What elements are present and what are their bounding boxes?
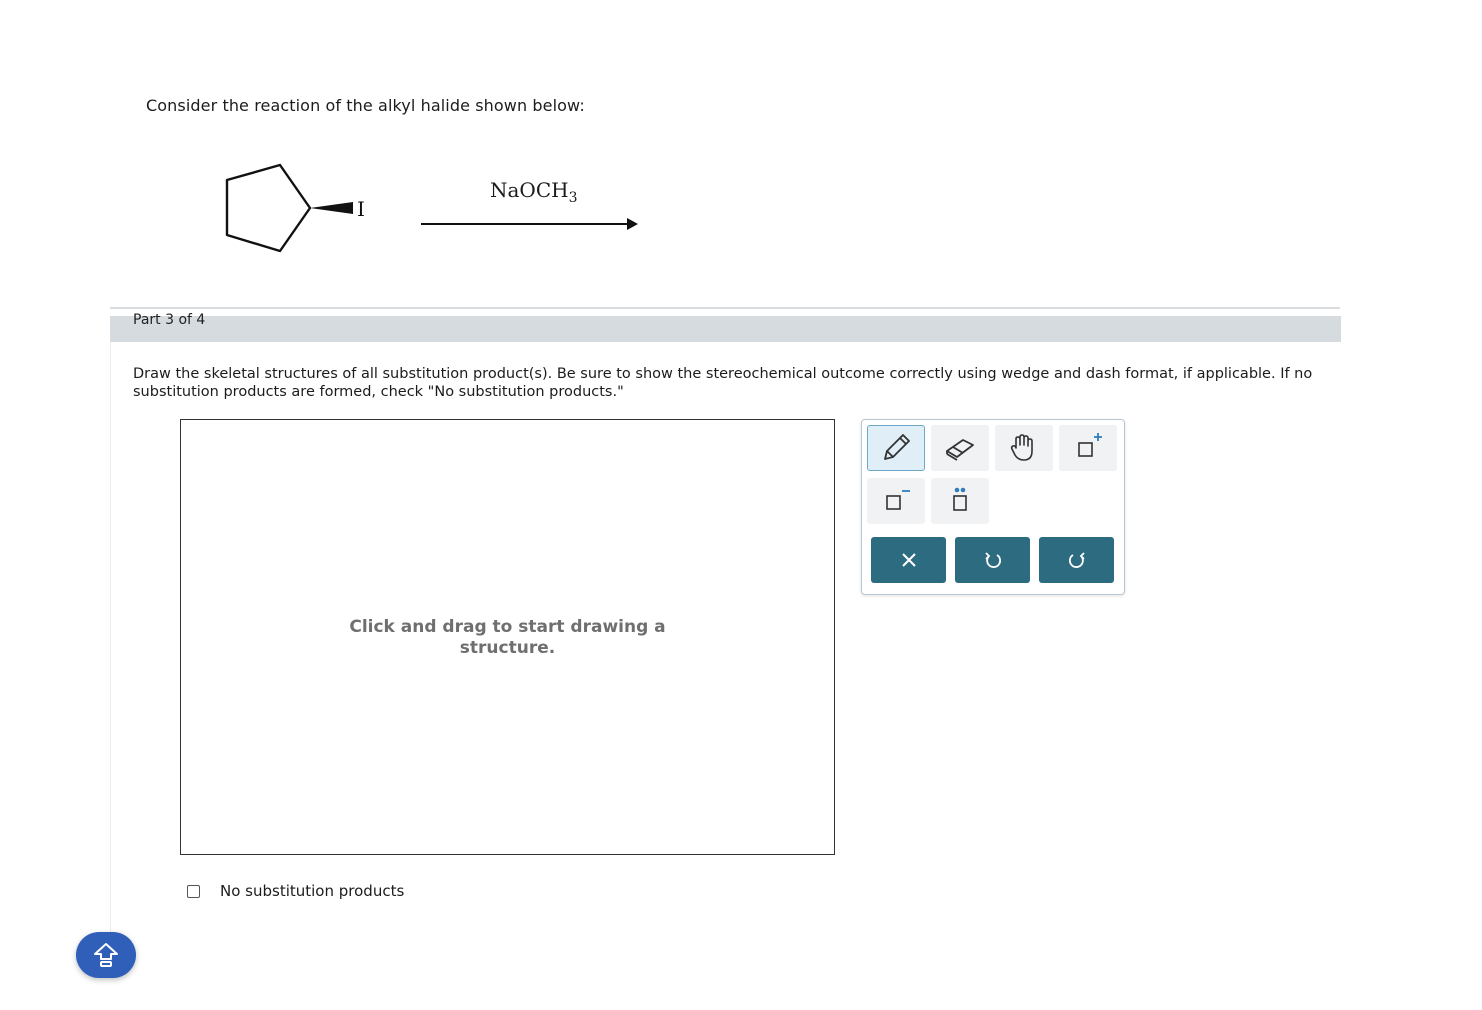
canvas-hint: Click and drag to start drawing a structure. — [349, 617, 666, 658]
positive-charge-button[interactable] — [1059, 425, 1117, 471]
reagent-label: NaOCH$_3$ — [490, 178, 578, 206]
reaction-arrow-head — [627, 218, 638, 230]
cyclopentane-ring — [227, 165, 310, 251]
undo-button[interactable] — [955, 537, 1030, 583]
floating-action-button[interactable] — [76, 932, 136, 978]
upload-icon — [91, 940, 121, 970]
drawing-toolbox — [861, 419, 1125, 595]
pencil-tool-button[interactable] — [867, 425, 925, 471]
wedge-bond — [310, 202, 353, 214]
iodine-label: I — [357, 197, 365, 221]
reaction-scheme — [215, 155, 655, 265]
part-header-bar — [110, 316, 1341, 342]
eraser-tool-button[interactable] — [931, 425, 989, 471]
drawing-canvas[interactable] — [180, 419, 835, 855]
left-rule — [110, 342, 111, 942]
part-label: Part 3 of 4 — [133, 312, 206, 328]
redo-button[interactable] — [1039, 537, 1114, 583]
instructions: Draw the skeletal structures of all substitution product(s). Be sure to show the stereochemical outcome correctly using wedge and dash format, if applicable. If no substitution products are formed, check "No substitution products." — [133, 366, 1313, 400]
hand-tool-button[interactable] — [995, 425, 1053, 471]
no-substitution-option — [187, 882, 404, 900]
clear-icon — [900, 551, 918, 569]
hand-icon — [1007, 431, 1041, 465]
lone-pair-icon — [943, 484, 977, 518]
question-intro: Consider the reaction of the alkyl halide shown below: — [146, 96, 585, 115]
positive-charge-icon — [1071, 431, 1105, 465]
eraser-icon — [943, 431, 977, 465]
no-substitution-checkbox[interactable] — [187, 885, 200, 898]
lone-pair-button[interactable] — [931, 478, 989, 524]
part-divider — [110, 307, 1340, 309]
no-substitution-label[interactable]: No substitution products — [220, 882, 405, 900]
clear-button[interactable] — [871, 537, 946, 583]
redo-icon — [1067, 550, 1087, 570]
pencil-icon — [879, 431, 913, 465]
negative-charge-icon — [879, 484, 913, 518]
negative-charge-button[interactable] — [867, 478, 925, 524]
undo-icon — [983, 550, 1003, 570]
